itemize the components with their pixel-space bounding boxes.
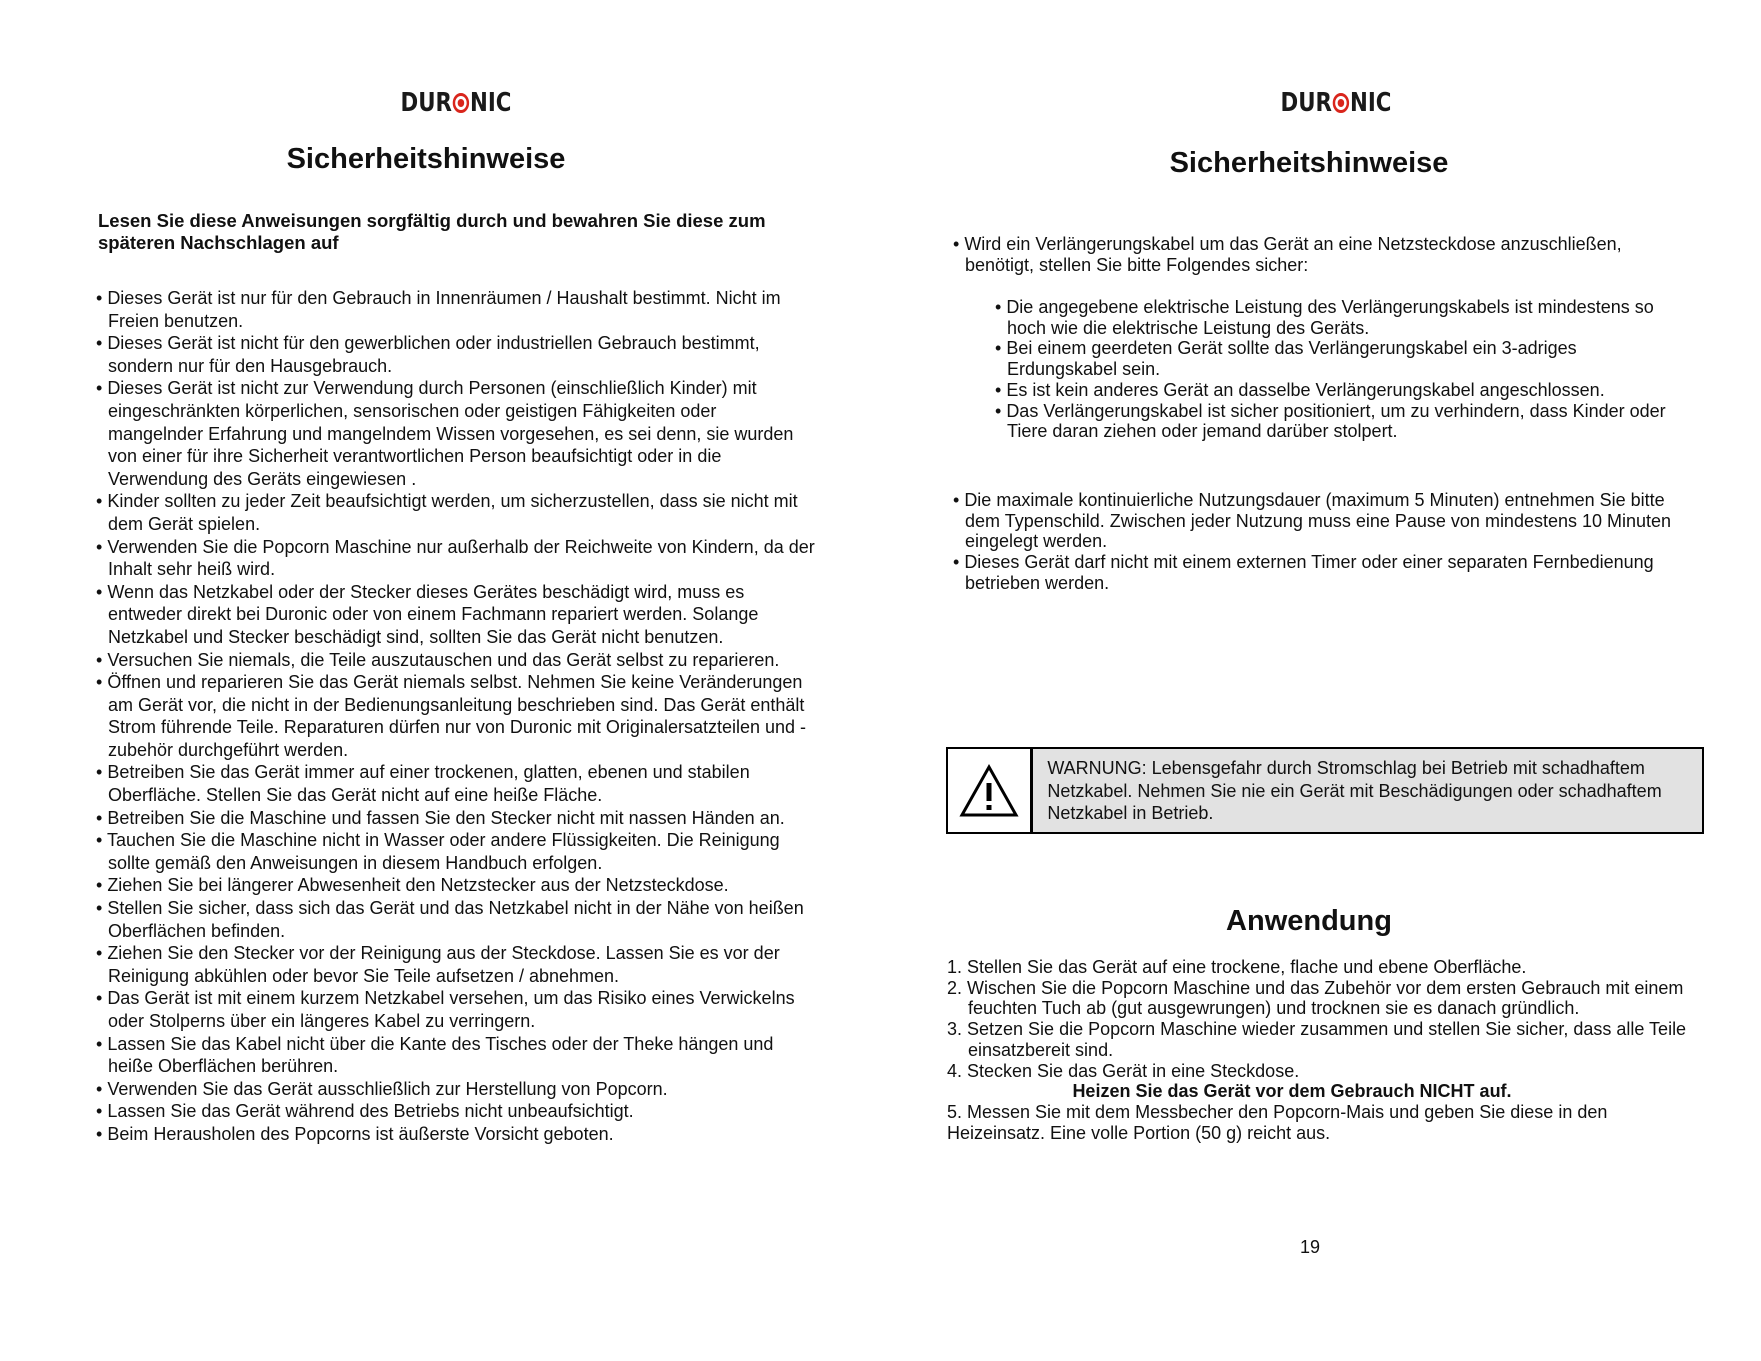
list-item: • Dieses Gerät ist nur für den Gebrauch in Innenräumen / Haushalt bestimmt. Nicht im Freien benutzen.: [96, 287, 816, 332]
step-item: 2. Wischen Sie die Popcorn Maschine und das Zubehör vor dem ersten Gebrauch mit einem feuchten Tuch ab (gut ausgewrungen) und trocknen sie es danach gründlich.: [947, 977, 1684, 1019]
list-item: • Lassen Sie das Kabel nicht über die Kante des Tisches oder der Theke hängen und heiße Oberflächen berühren.: [96, 1033, 816, 1078]
list-item: • Wenn das Netzkabel oder der Stecker dieses Gerätes beschädigt wird, muss es entweder direkt bei Duronic oder von einem Fachmann repariert werden. Solange Netzkabel und Stecker beschädigt sind, sollten Sie das Gerät nicht benutzen.: [96, 581, 816, 649]
list-item: • Die maximale kontinuierliche Nutzungsdauer (maximum 5 Minuten) entnehmen Sie bitte dem Typenschild. Zwischen jeder Nutzung muss eine Pause von mindestens 10 Minuten eingelegt werden.: [953, 490, 1673, 552]
warning-box: [946, 747, 1704, 834]
list-item: • Bei einem geerdeten Gerät sollte das Verlängerungskabel ein 3-adriges Erdungskabel sein.: [995, 338, 1685, 379]
step-item: 5. Messen Sie mit dem Messbecher den Popcorn-Mais und geben Sie diese in den Heizeinsatz. Eine volle Portion (50 g) reicht aus.: [947, 1101, 1608, 1143]
step-item: 1. Stellen Sie das Gerät auf eine trockene, flache und ebene Oberfläche.: [947, 957, 1527, 977]
list-item: • Lassen Sie das Gerät während des Betriebs nicht unbeaufsichtigt.: [96, 1100, 816, 1123]
usage-limits-list: [953, 490, 1673, 594]
extension-cable-intro: [953, 234, 1673, 275]
power-ring-icon: [453, 93, 469, 113]
warning-text: WARNUNG: Lebensgefahr durch Stromschlag bei Betrieb mit schadhaftem Netzkabel. Nehmen Sie nie ein Gerät mit Beschädigungen oder schadhaftem Netzkabel in Betrieb.: [1047, 758, 1662, 823]
duronic-logo: DUR NIC: [400, 88, 512, 118]
list-item: • Verwenden Sie die Popcorn Maschine nur außerhalb der Reichweite von Kindern, da der Inhalt sehr heiß wird.: [96, 536, 816, 581]
list-item: • Das Gerät ist mit einem kurzem Netzkabel versehen, um das Risiko eines Verwickelns oder Stolperns über ein längeres Kabel zu verringern.: [96, 987, 816, 1032]
warning-icon-cell: [948, 749, 1033, 832]
list-item: • Beim Herausholen des Popcorns ist äußerste Vorsicht geboten.: [96, 1123, 816, 1146]
page-number: 19: [1300, 1237, 1321, 1257]
list-item: • Die angegebene elektrische Leistung des Verlängerungskabels ist mindestens so hoch wie die elektrische Leistung des Geräts.: [995, 297, 1685, 338]
section-title-anwendung: Anwendung: [1226, 905, 1392, 937]
duronic-logo: DUR NIC: [1280, 88, 1392, 118]
warning-triangle-icon: [958, 763, 1020, 819]
intro-text: Lesen Sie diese Anweisungen sorgfältig durch und bewahren Sie diese zum späteren Nachschlagen auf: [98, 210, 766, 253]
list-item: • Dieses Gerät ist nicht zur Verwendung durch Personen (einschließlich Kinder) mit eingeschränkten körperlichen, sensorischen oder geistigen Fähigkeiten oder mangelnder Erfahrung und mangelndem Wissen vorgesehen, es sei denn, sie wurden von einer für ihre Sicherheit verantwortlichen Person beaufsichtigt oder in die Verwendung des Geräts eingewiesen .: [96, 377, 816, 490]
list-item: • Öffnen und reparieren Sie das Gerät niemals selbst. Nehmen Sie keine Veränderungen am Gerät vor, die nicht in der Bedienungsanleitung beschrieben sind. Das Gerät enthält Strom führende Teile. Reparaturen dürfen nur von Duronic mit Originalersatzteilen und -zubehör durchgeführt werden.: [96, 671, 816, 761]
list-item: • Tauchen Sie die Maschine nicht in Wasser oder andere Flüssigkeiten. Die Reinigung sollte gemäß den Anweisungen in diesem Handbuch erfolgen.: [96, 829, 816, 874]
list-item: • Stellen Sie sicher, dass sich das Gerät und das Netzkabel nicht in der Nähe von heißen Oberflächen befinden.: [96, 897, 816, 942]
list-item: • Dieses Gerät darf nicht mit einem externen Timer oder einer separaten Fernbedienung betrieben werden.: [953, 552, 1673, 593]
list-item: • Das Verlängerungskabel ist sicher positioniert, um zu verhindern, dass Kinder oder Tiere daran ziehen oder jemand darüber stolpert.: [995, 401, 1685, 442]
list-item: • Ziehen Sie bei längerer Abwesenheit den Netzstecker aus der Netzsteckdose.: [96, 874, 816, 897]
list-item: • Wird ein Verlängerungskabel um das Gerät an eine Netzsteckdose anzuschließen, benötigt, stellen Sie bitte Folgendes sicher:: [953, 234, 1673, 275]
list-item: • Verwenden Sie das Gerät ausschließlich zur Herstellung von Popcorn.: [96, 1078, 816, 1101]
list-item: • Kinder sollten zu jeder Zeit beaufsichtigt werden, um sicherzustellen, dass sie nicht mit dem Gerät spielen.: [96, 490, 816, 535]
page-title: Sicherheitshinweise: [286, 143, 566, 175]
safety-list: [96, 287, 816, 1146]
step-item: 3. Setzen Sie die Popcorn Maschine wieder zusammen und stellen Sie sicher, dass alle Teile einsatzbereit sind.: [947, 1019, 1687, 1060]
list-item: • Es ist kein anderes Gerät an dasselbe Verlängerungskabel angeschlossen.: [995, 380, 1685, 401]
usage-steps: [947, 957, 1707, 1143]
list-item: • Ziehen Sie den Stecker vor der Reinigung aus der Steckdose. Lassen Sie es vor der Reinigung abkühlen oder bevor Sie Teile aufsetzen / abnehmen.: [96, 942, 816, 987]
preheat-warning: Heizen Sie das Gerät vor dem Gebrauch NICHT auf.: [1072, 1081, 1512, 1102]
list-item: • Dieses Gerät ist nicht für den gewerblichen oder industriellen Gebrauch bestimmt, sondern nur für den Hausgebrauch.: [96, 332, 816, 377]
list-item: • Betreiben Sie die Maschine und fassen Sie den Stecker nicht mit nassen Händen an.: [96, 807, 816, 830]
list-item: • Versuchen Sie niemals, die Teile auszutauschen und das Gerät selbst zu reparieren.: [96, 649, 816, 672]
list-item: • Betreiben Sie das Gerät immer auf einer trockenen, glatten, ebenen und stabilen Oberfläche. Stellen Sie das Gerät nicht auf eine heiße Fläche.: [96, 761, 816, 806]
page-title: Sicherheitshinweise: [1169, 147, 1449, 179]
step-item: 4. Stecken Sie das Gerät in eine Steckdose.: [947, 1060, 1300, 1081]
extension-cable-list: [995, 297, 1685, 442]
power-ring-icon: [1333, 93, 1349, 113]
